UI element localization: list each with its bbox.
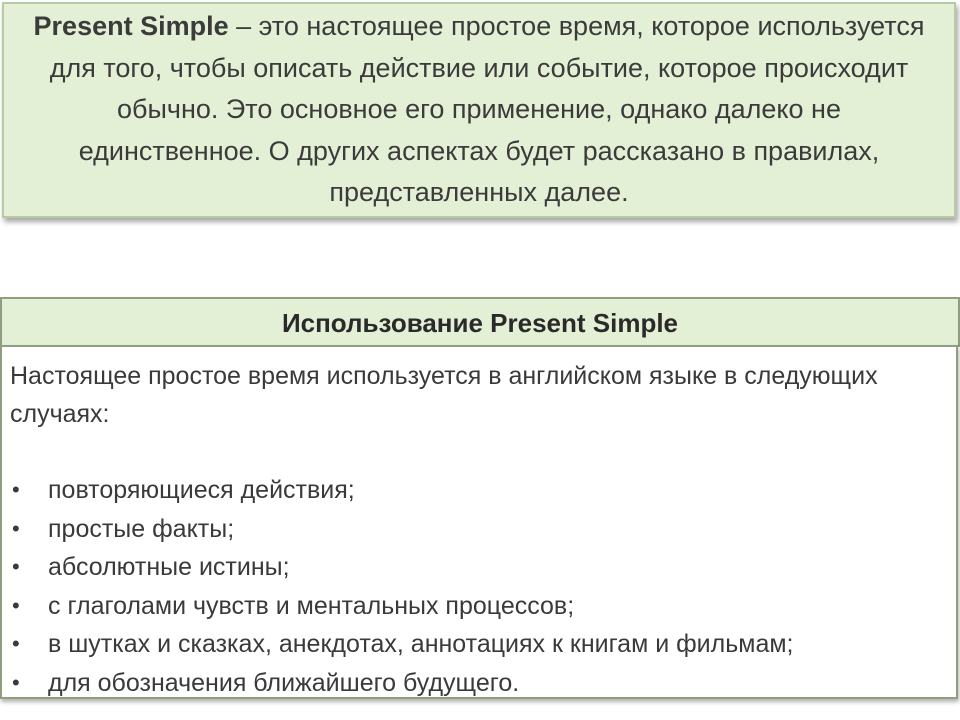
list-item [10, 548, 944, 587]
usage-list [10, 471, 944, 702]
intro-box [2, 2, 956, 218]
list-item-text: абсолютные истины; [48, 553, 290, 581]
list-item-text: простые факты; [48, 514, 235, 543]
bullet-icon: • [12, 592, 20, 618]
list-item [10, 510, 944, 549]
bullet-icon: • [12, 477, 20, 502]
bullet-icon: • [12, 669, 20, 695]
list-item-text: для обозначения ближайшего будущего. [48, 668, 520, 697]
intro-paragraph [28, 6, 930, 214]
list-item [10, 471, 944, 510]
usage-header [0, 297, 960, 347]
intro-term: Present Simple [33, 11, 229, 42]
list-item-text: с глаголами чувств и ментальных процессов; [48, 591, 575, 620]
list-item-text: в шутках и сказках, анекдотах, аннотациях к книгам и фильмам; [48, 630, 794, 658]
bullet-icon: • [12, 631, 20, 656]
bullet-icon: • [12, 515, 20, 541]
list-item [10, 587, 944, 626]
list-item-text: повторяющиеся действия; [48, 476, 355, 504]
usage-title: Использование Present Simple [281, 307, 679, 338]
usage-body [0, 345, 958, 699]
usage-lead: Настоящее простое время используется в английском языке в следующих случаях: [10, 362, 878, 428]
list-item [10, 625, 944, 664]
intro-text: – это настоящее простое время, которое используется для того, чтобы описать действие или событие, которое происходит обычно. Это основное его применение, однако далеко не единственное. О других аспектах будет рассказано в правилах, представленных далее. [49, 11, 925, 208]
list-item [10, 664, 944, 703]
bullet-icon: • [12, 554, 20, 579]
